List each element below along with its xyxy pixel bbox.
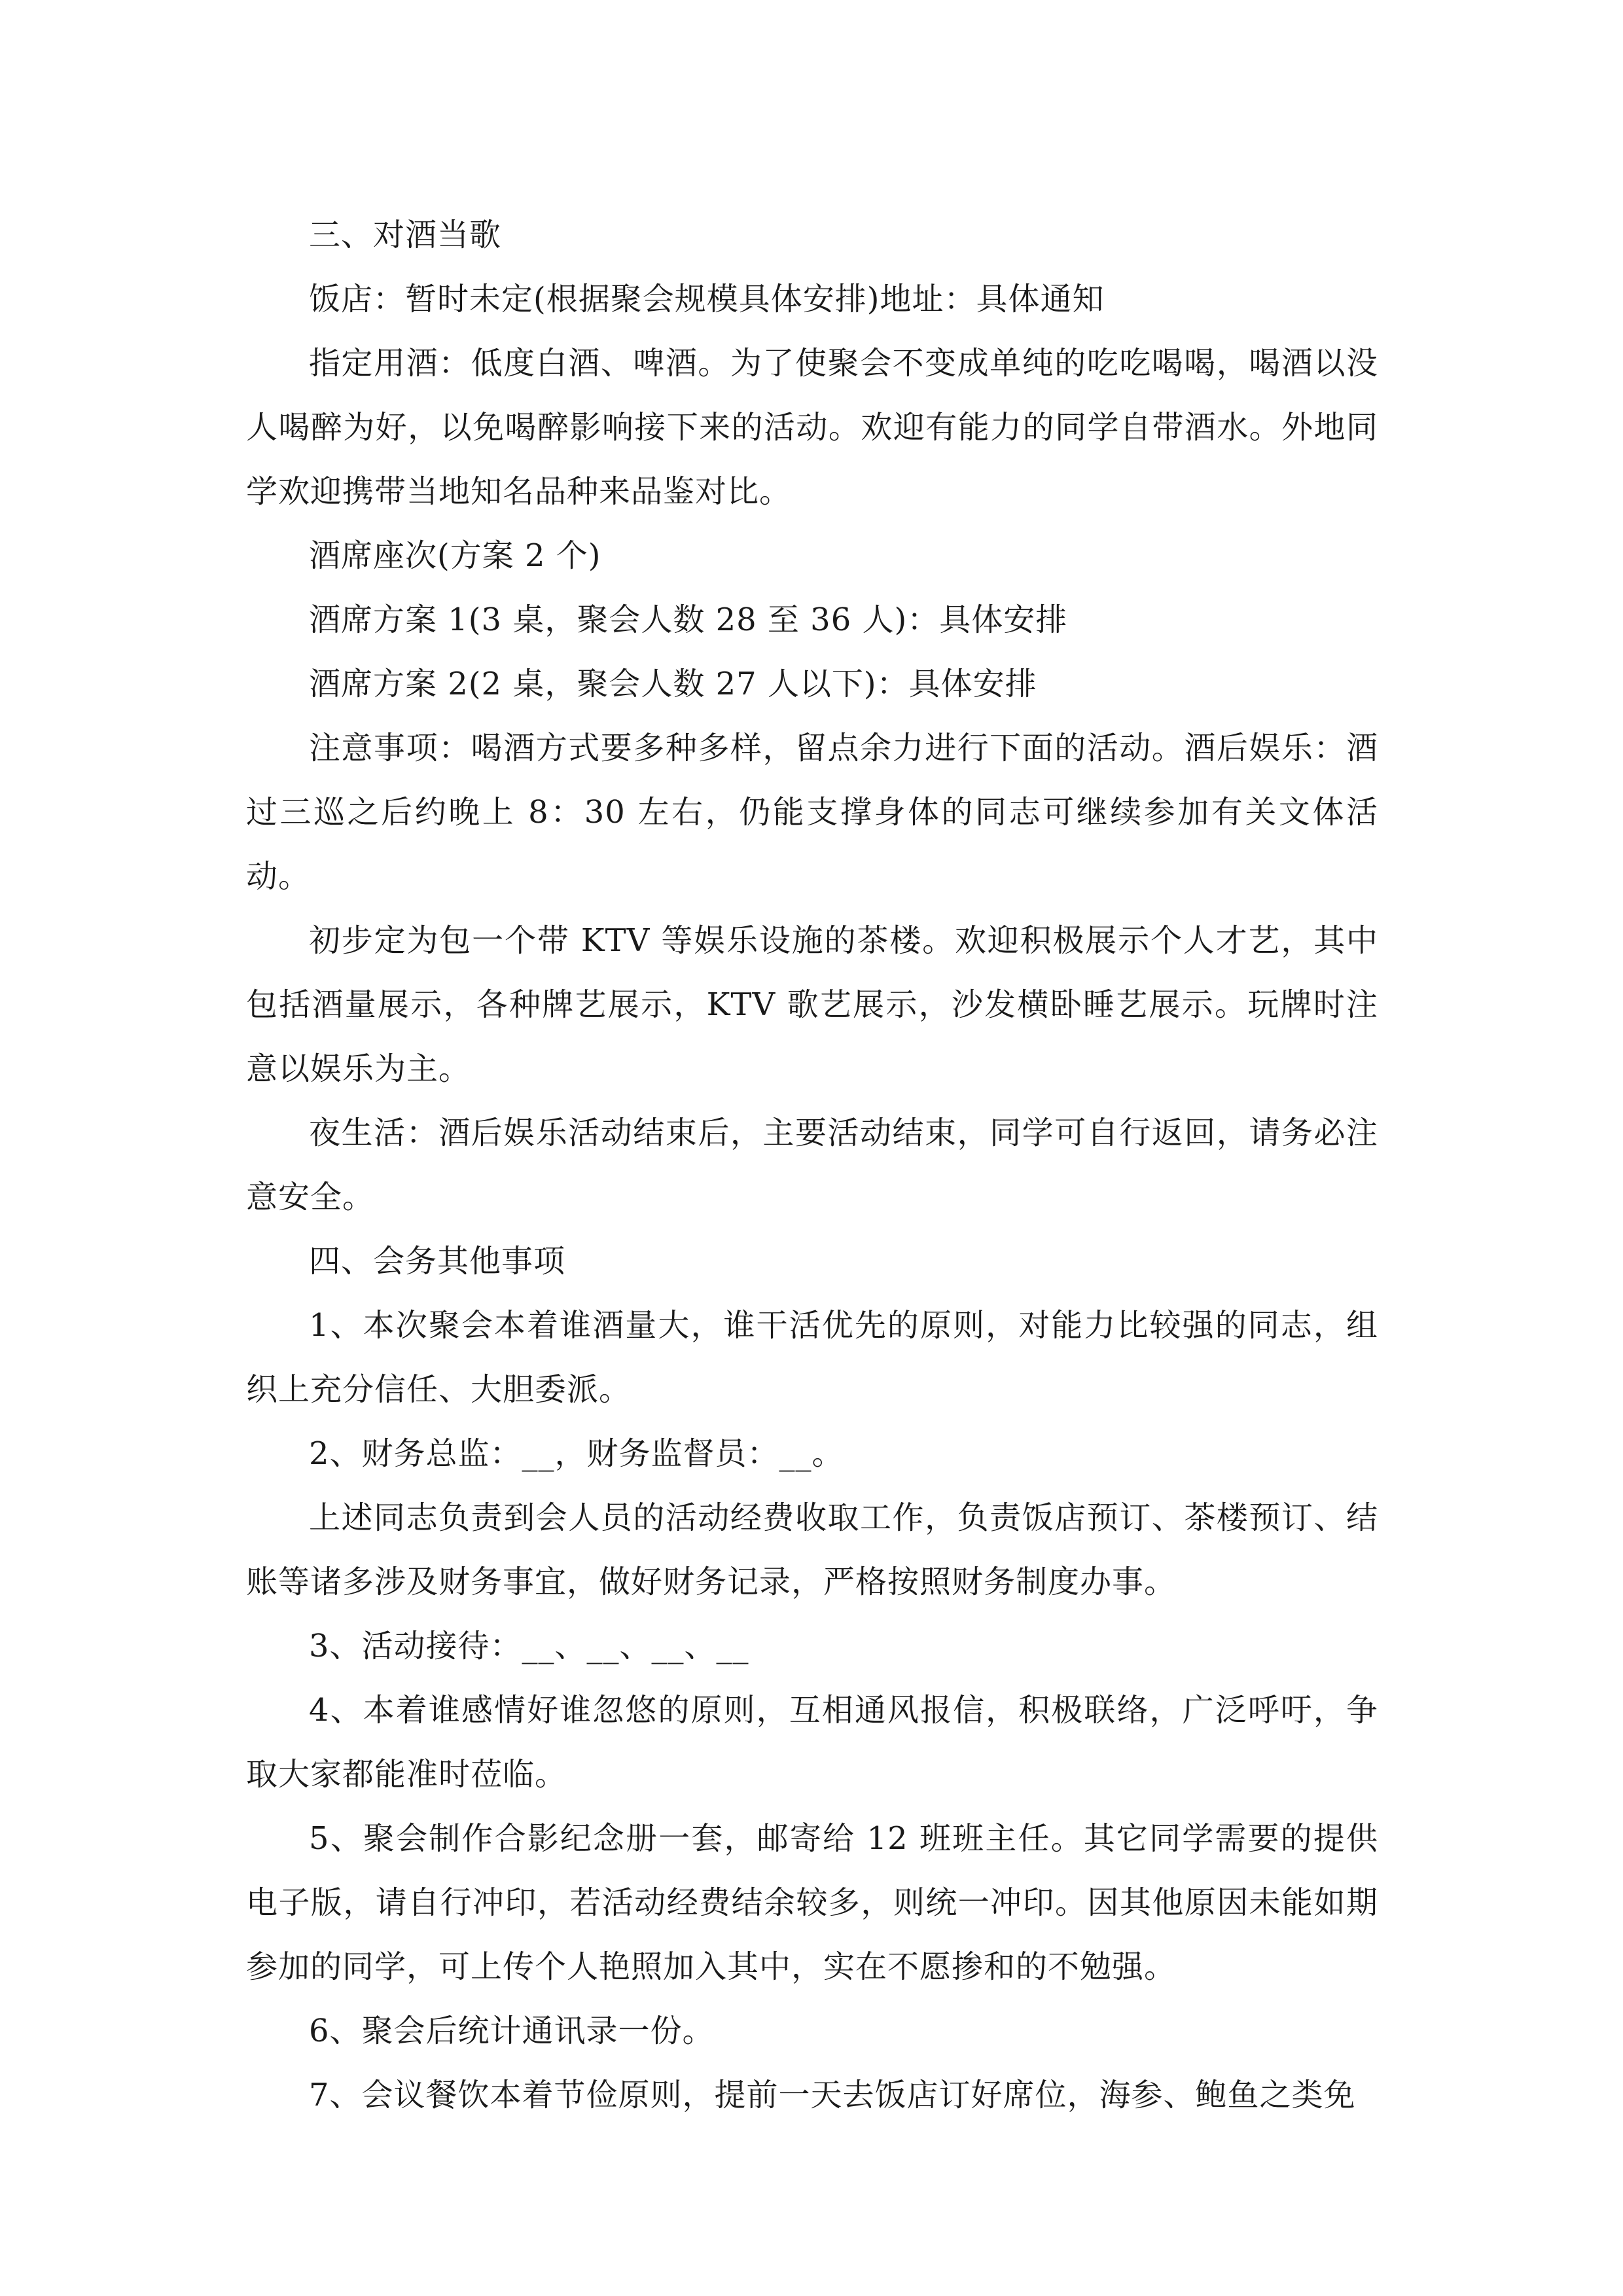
list-item-2: 2、财务总监：__，财务监督员：__。 [309,1435,844,1472]
section-heading-toast-and-sing: 三、对酒当歌 [309,217,502,253]
list-item-6: 6、聚会后统计通讯录一份。 [309,2013,715,2049]
paragraph-seating-plan-2: 酒席方案 2(2 桌，聚会人数 27 人以下)：具体安排 [309,666,1037,702]
paragraph-notes: 注意事项：喝酒方式要多种多样，留点余力进行下面的活动。酒后娱乐：酒过三巡之后约晚上 8：30 左右，仍能支撑身体的同志可继续参加有关文体活动。 [246,730,1378,895]
section-heading-other-matters: 四、会务其他事项 [309,1243,566,1280]
paragraph-ktv-teahouse: 初步定为包一个带 KTV 等娱乐设施的茶楼。欢迎积极展示个人才艺，其中包括酒量展示，各种牌艺展示，KTV 歌艺展示，沙发横卧睡艺展示。玩牌时注意以娱乐为主。 [246,922,1378,1087]
list-item-1: 1、本次聚会本着谁酒量大，谁干活优先的原则，对能力比较强的同志，组织上充分信任、大胆委派。 [246,1307,1378,1408]
document-body [246,203,1378,2127]
paragraph-designated-drinks: 指定用酒：低度白酒、啤酒。为了使聚会不变成单纯的吃吃喝喝，喝酒以没人喝醉为好，以免喝醉影响接下来的活动。欢迎有能力的同学自带酒水。外地同学欢迎携带当地知名品种来品鉴对比。 [246,345,1378,510]
list-item-5: 5、聚会制作合影纪念册一套，邮寄给 12 班班主任。其它同学需要的提供电子版，请自行冲印，若活动经费结余较多，则统一冲印。因其他原因未能如期参加的同学，可上传个人艳照加入其中，实在不愿掺和的不勉强。 [246,1820,1378,1985]
list-item-3: 3、活动接待：__、__、__、__ [309,1628,749,1664]
paragraph-finance-duties: 上述同志负责到会人员的活动经费收取工作，负责饭店预订、茶楼预订、结账等诸多涉及财务事宜，做好财务记录，严格按照财务制度办事。 [246,1499,1378,1600]
paragraph-seating: 酒席座次(方案 2 个) [309,537,601,574]
list-item-7: 7、会议餐饮本着节俭原则，提前一天去饭店订好席位，海参、鲍鱼之类免 [309,2077,1356,2113]
paragraph-restaurant: 饭店：暂时未定(根据聚会规模具体安排)地址：具体通知 [309,281,1105,317]
paragraph-seating-plan-1: 酒席方案 1(3 桌，聚会人数 28 至 36 人)：具体安排 [309,601,1068,638]
paragraph-nightlife: 夜生活：酒后娱乐活动结束后，主要活动结束，同学可自行返回，请务必注意安全。 [246,1115,1378,1215]
list-item-4: 4、本着谁感情好谁忽悠的原则，互相通风报信，积极联络，广泛呼吁，争取大家都能准时莅临。 [246,1692,1378,1793]
